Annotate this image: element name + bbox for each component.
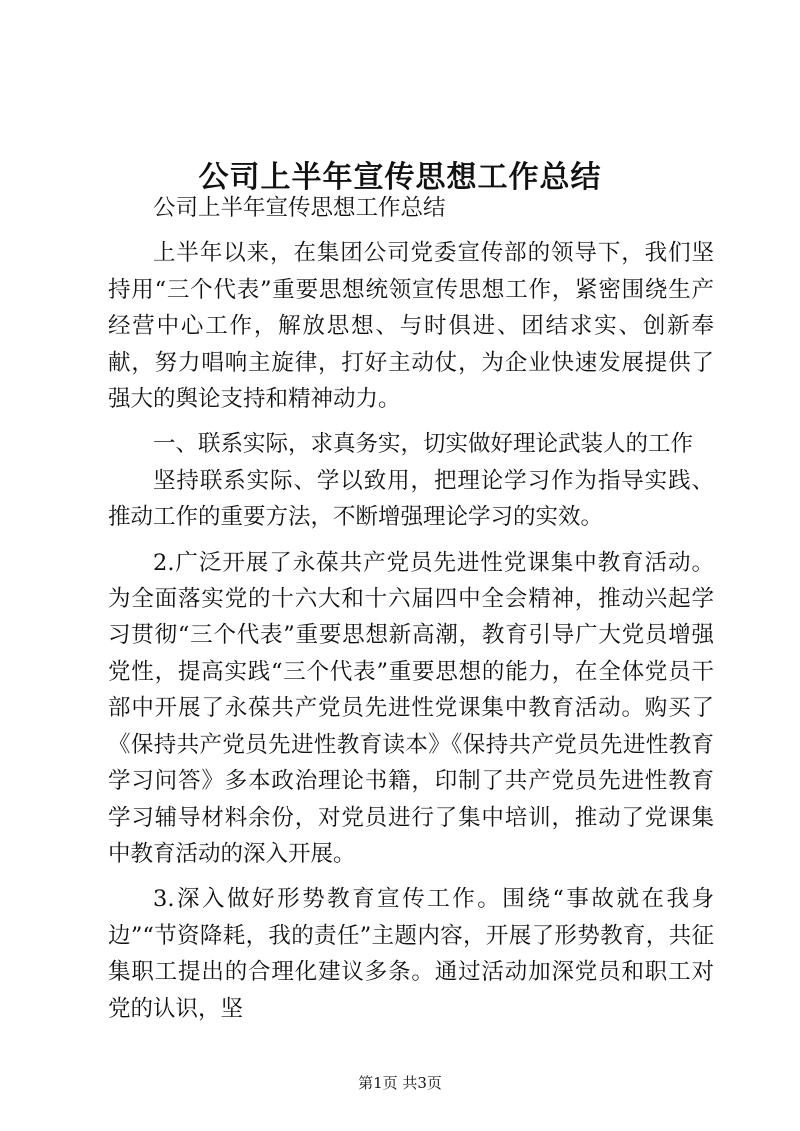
document-title: 公司上半年宣传思想工作总结: [198, 160, 602, 196]
document-body: [108, 190, 714, 1027]
paragraph-intro: 上半年以来，在集团公司党委宣传部的领导下，我们坚持用“三个代表”重要思想统领宣传思想工作，紧密围绕生产经营中心工作，解放思想、与时俱进、团结求实、创新奉献，努力唱响主旋律，打好主动仗，为企业快速发展提供了强大的舆论支持和精神动力。: [108, 240, 714, 413]
paragraph-item-3: 3.深入做好形势教育宣传工作。围绕“事故就在我身边”“节资降耗，我的责任”主题内容，开展了形势教育，共征集职工提出的合理化建议多条。通过活动加深党员和职工对党的认识，坚: [108, 886, 714, 1022]
paragraph-section-heading: 一、联系实际，求真务实，切实做好理论武装人的工作: [153, 431, 694, 458]
paragraph-item-2: 2.广泛开展了永葆共产党员先进性党课集中教育活动。为全面落实党的十六大和十六届四中全会精神，推动兴起学习贯彻“三个代表”重要思想新高潮，教育引导广大党员增强党性，提高实践“三个代表”重要思想的能力，在全体党员干部中开展了永葆共产党员先进性党课集中教育活动。购买了《保持共产党员先进性教育读本》《保持共产党员先进性教育学习问答》多本政治理论书籍，印制了共产党员先进性教育学习辅导材料余份，对党员进行了集中培训，推动了党课集中教育活动的深入开展。: [108, 549, 714, 867]
paragraph-subtitle: 公司上半年宣传思想工作总结: [153, 195, 446, 221]
paragraph-theory-study: 坚持联系实际、学以致用，把理论学习作为指导实践、推动工作的重要方法，不断增强理论学习的实效。: [108, 467, 714, 531]
page-number-footer: 第1页 共3页: [358, 1074, 442, 1092]
